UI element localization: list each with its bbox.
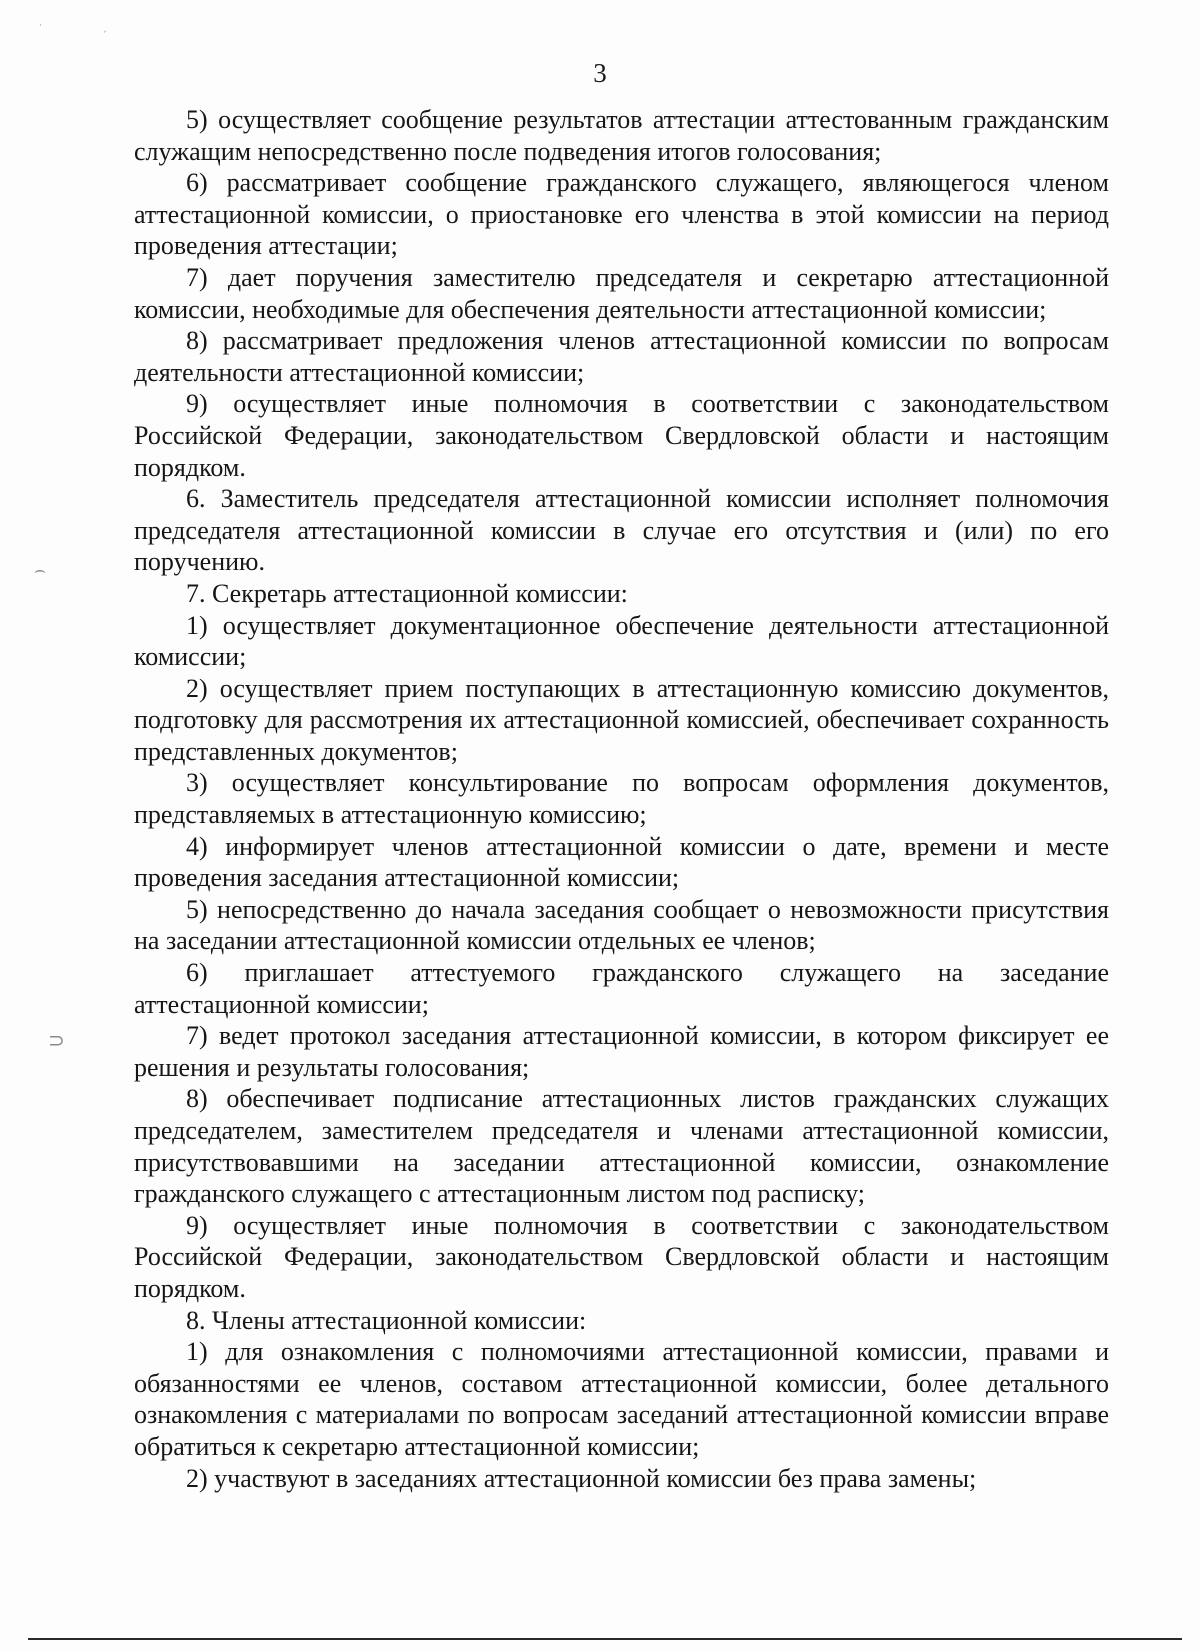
paragraph: 5) непосредственно до начала заседания сообщает о невозможности присутствия на заседании аттестационной комиссии отдельных ее членов; — [134, 894, 1109, 956]
bottom-scan-edge-line — [28, 1638, 1182, 1640]
section-heading: 8. Члены аттестационной комиссии: — [186, 1305, 587, 1335]
paragraph: 5) осуществляет сообщение результатов аттестации аттестованным гражданским служащим непосредственно после подведения итогов голосования; — [134, 105, 1109, 166]
paragraph: 6. Заместитель председателя аттестационной комиссии исполняет полномочия председателя аттестационной комиссии в случае его отсутствия и (или) по его поручению. — [134, 484, 1109, 577]
paragraph: 2) участвуют в заседаниях аттестационной комиссии без права замены; — [186, 1463, 977, 1493]
paragraph: 2) осуществляет прием поступающих в аттестационную комиссию документов, подготовку для рассмотрения их аттестационной комиссией, обеспечивает сохранность представленных документов; — [134, 673, 1109, 766]
document-body — [134, 104, 1109, 1494]
paragraph: 6) приглашает аттестуемого гражданского служащего на заседание аттестационной комиссии; — [134, 958, 1109, 1019]
section-heading: 7. Секретарь аттестационной комиссии: — [186, 578, 628, 608]
paragraph: 7) ведет протокол заседания аттестационной комиссии, в котором фиксирует ее решения и результаты голосования; — [134, 1021, 1109, 1082]
scan-speck-top: ˏ — [102, 22, 107, 33]
scan-speck-top-left: ˙ — [38, 24, 43, 35]
scan-mark-left-margin-2: ⊃ — [48, 1028, 65, 1052]
paragraph: 4) информирует членов аттестационной комиссии о дате, времени и месте проведения заседания аттестационной комиссии; — [134, 831, 1109, 893]
paragraph: 1) для ознакомления с полномочиями аттестационной комиссии, правами и обязанностями ее членов, составом аттестационной комиссии, более детального ознакомления с материалами по вопросам заседаний аттестационной комиссии вправе обратиться к секретарю аттестационной комиссии; — [134, 1337, 1109, 1461]
paragraph: 7) дает поручения заместителю председателя и секретарю аттестационной комиссии, необходимые для обеспечения деятельности аттестационной комиссии; — [134, 262, 1109, 324]
paragraph: 1) осуществляет документационное обеспечение деятельности аттестационной комиссии; — [134, 610, 1109, 672]
scan-mark-left-margin-1: ⌢ — [34, 560, 46, 581]
paragraph: 9) осуществляет иные полномочия в соответствии с законодательством Российской Федерации, законодательством Свердловской области и настоящим порядком. — [134, 389, 1109, 482]
paragraph: 3) осуществляет консультирование по вопросам оформления документов, представляемых в аттестационную комиссию; — [134, 768, 1109, 830]
paragraph: 8) рассматривает предложения членов аттестационной комиссии по вопросам деятельности аттестационной комиссии; — [134, 326, 1109, 387]
page-number: 3 — [593, 58, 607, 88]
paragraph: 6) рассматривает сообщение гражданского служащего, являющегося членом аттестационной комиссии, о приостановке его членства в этой комиссии на период проведения аттестации; — [134, 168, 1109, 261]
paragraph: 8) обеспечивает подписание аттестационных листов гражданских служащих председателем, заместителем председателя и членами аттестационной комиссии, присутствовавшими на заседании аттестационной комиссии, ознакомление гражданского служащего с аттестационным листом под расписку; — [134, 1084, 1109, 1209]
paragraph: 9) осуществляет иные полномочия в соответствии с законодательством Российской Федерации, законодательством Свердловской области и настоящим порядком. — [134, 1210, 1109, 1303]
